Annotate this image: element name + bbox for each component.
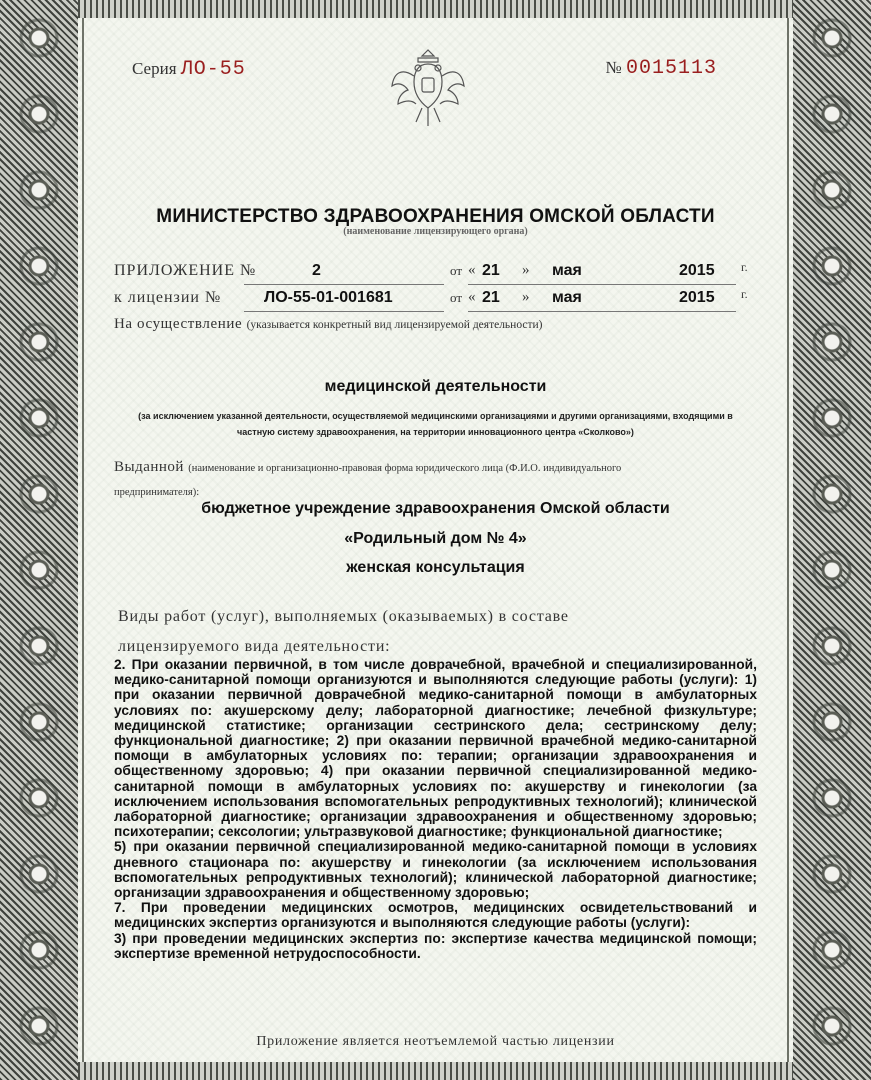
issuing-authority-caption: (наименование лицензирующего органа) (343, 226, 528, 237)
implementation-label: На осуществление (114, 316, 243, 332)
works-paragraph: 2. При оказании первичной, в том числе доврачебной, врачебной и специализированной, медико-санитарной помощи организуются и выполняются следующие работы (услуги): 1) при оказании первичной доврачебной медико-санитарной помощи в амбулаторных условиях по: акушерскому делу; лабораторной диагностике; лечебной физкультуре; медицинской статистике; организации сестринского дела; сестринскому делу; функциональной диагностике; 2) при оказании первичной врачебной медико-санитарной помощи в амбулаторных условиях по: терапии; организации здравоохранения и общественному здоровью; 4) при оказании первичной специализированной медико-санитарной помощи в амбулаторных условиях по: акушерству и гинекологии (за исключением использования вспомогательных репродуктивных технологий); клинической лабораторной диагностике; организации здравоохранения и общественному здоровью; психотерапии; сексологии; ультразвуковой диагностике; функциональной диагностике; (114, 657, 757, 840)
appendix-label: ПРИЛОЖЕНИЕ № (114, 262, 257, 279)
license-number: ЛО-55-01-001681 (264, 289, 393, 306)
license-from-label: от (450, 290, 463, 305)
license-year: 2015 (679, 289, 715, 306)
license-label: к лицензии № (114, 289, 222, 306)
works-paragraph: 3) при проведении медицинских экспертиз по: экспертизе качества медицинской помощи; экспертизе временной нетрудоспособности. (114, 930, 757, 961)
works-list (114, 657, 757, 961)
footer-note: Приложение является неотъемлемой частью лицензии (256, 1034, 615, 1049)
works-paragraph: 5) при оказании первичной специализированной медико-санитарной помощи в условиях дневного стационара по: акушерству и гинекологии (за исключением использования вспомогательных репродуктивных технологий); клинической лабораторной диагностике; организации здравоохранения и общественному здоровью; (114, 839, 757, 901)
appendix-number: 2 (312, 262, 321, 279)
series-field (132, 58, 246, 81)
left-frame-line (82, 18, 84, 1062)
form-number-field (606, 57, 718, 80)
right-frame-line (787, 18, 789, 1062)
activity-note-line1: (за исключением указанной деятельности, осуществляемой медицинскими организациями и другими организациями, входящими в (138, 411, 733, 421)
series-label: Серия (132, 59, 177, 78)
activity-name: медицинской деятельности (324, 378, 547, 395)
left-ornamental-border (0, 0, 78, 1080)
activity-note-line2: частную систему здравоохранения, на территории инновационного центра «Сколково») (237, 427, 634, 437)
appendix-year-suffix: г. (741, 260, 748, 274)
implementation-caption: (указывается конкретный вид лицензируемой деятельности) (246, 319, 543, 331)
right-ornamental-border (793, 0, 871, 1080)
works-title-line2: лицензируемого вида деятельности: (118, 638, 391, 655)
license-month: мая (552, 289, 582, 306)
issuing-authority: МИНИСТЕРСТВО ЗДРАВООХРАНЕНИЯ ОМСКОЙ ОБЛАСТИ (156, 206, 715, 227)
works-paragraph: 7. При проведении медицинских осмотров, медицинских освидетельствований и медицинских экспертиз организуются и выполняются следующие работы (услуги): (114, 900, 757, 931)
appendix-day: 21 (482, 262, 500, 279)
coat-of-arms-icon (388, 42, 468, 134)
form-number: 0015113 (625, 57, 717, 80)
appendix-from-label: от (450, 263, 463, 278)
number-label: № (605, 58, 622, 77)
activity-note (114, 408, 757, 440)
organization-name-line3: женская консультация (346, 559, 525, 576)
appendix-row: ПРИЛОЖЕНИЕ № 2 от « 21 » мая 2015 г. (114, 262, 754, 286)
appendix-year: 2015 (679, 262, 715, 279)
works-title (118, 602, 569, 662)
series-code: ЛО-55 (180, 58, 246, 81)
issued-label: Выданной (114, 459, 184, 475)
license-day: 21 (482, 289, 500, 306)
works-title-line1: Виды работ (услуг), выполняемых (оказываемых) в составе (118, 608, 569, 625)
issued-caption-2: предпринимателя): (114, 487, 200, 498)
appendix-month: мая (552, 262, 582, 279)
implementation-line (114, 316, 542, 333)
issued-to-line (114, 456, 754, 504)
license-year-suffix: г. (741, 287, 748, 301)
issued-caption: (наименование и организационно-правовая форма юридического лица (Ф.И.О. индивидуального (188, 463, 622, 474)
organization-name-line2: «Родильный дом № 4» (344, 530, 527, 547)
organization-name-line1: бюджетное учреждение здравоохранения Омской области (201, 500, 670, 517)
license-row: к лицензии № ЛО-55-01-001681 от « 21 » мая 2015 г. (114, 289, 754, 313)
